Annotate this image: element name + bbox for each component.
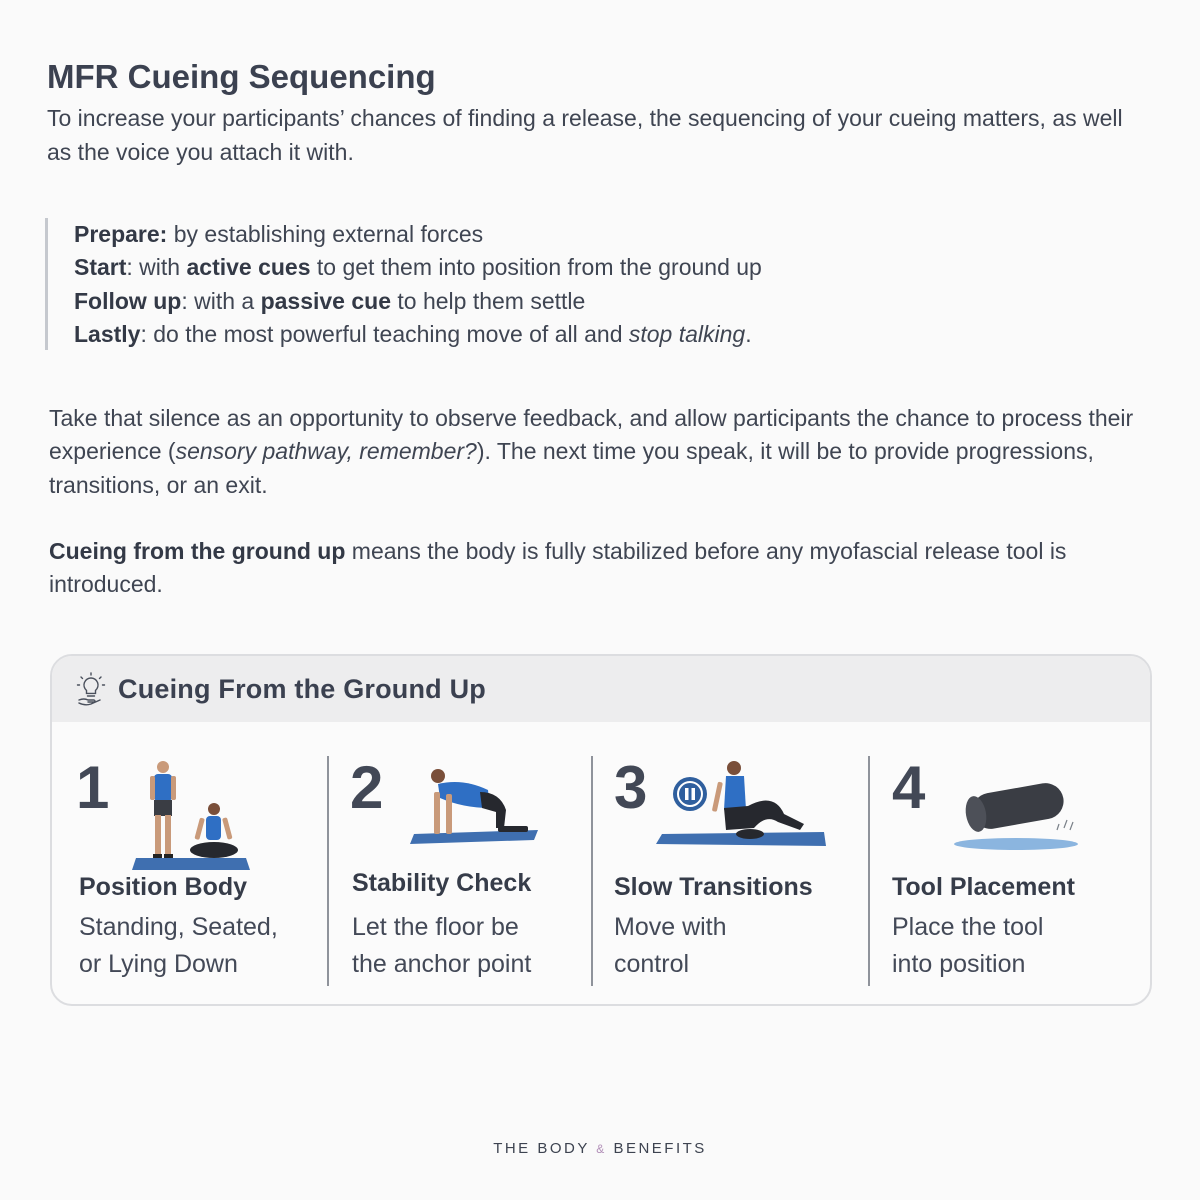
intro-text: To increase your participants’ chances of finding a release, the sequencing of your cueing matters, as well as the voice you attach it with. [47, 105, 1123, 165]
lightbulb-hand-icon [76, 672, 106, 706]
sequence-quote [45, 218, 762, 350]
step-1 [76, 756, 316, 996]
step-label: Slow Transitions [614, 873, 813, 901]
step-2 [350, 756, 590, 996]
foam-roller [952, 776, 1087, 856]
step-number: 3 [614, 754, 648, 821]
brand-footer: THE BODY & BENEFITS [493, 1140, 707, 1157]
sequence-item-prepare: Prepare: by establishing external forces [74, 221, 484, 247]
card-header [52, 656, 1150, 722]
sequence-item-lastly: Lastly: do the most powerful teaching move of all and stop talking. [74, 321, 752, 348]
step-number: 4 [892, 754, 926, 821]
ground-up-card [50, 654, 1152, 1006]
step-divider [591, 756, 593, 986]
step-desc: Let the floor be the anchor point [352, 913, 532, 978]
sequence-item-follow-up: Follow up: with a passive cue to help them settle [74, 287, 586, 314]
step-4 [892, 756, 1132, 996]
quadruped-figure [408, 764, 543, 854]
step-desc: Move with control [614, 913, 727, 978]
step-number: 2 [350, 754, 384, 821]
sequence-item-start: Start: with active cues to get them into position from the ground up [74, 254, 762, 281]
step-label: Tool Placement [892, 873, 1075, 901]
standing-and-seated-figures [128, 758, 253, 870]
step-divider [868, 756, 870, 986]
step-label: Position Body [79, 873, 248, 901]
step-desc: Place the tool into position [892, 913, 1044, 978]
page-title: MFR Cueing Sequencing [47, 58, 436, 95]
silence-paragraph: Take that silence as an opportunity to observe feedback, and allow participants the chance to process their experience (sensory pathway, remember?). The next time you speak, it will be to provide progressions, transitions, or an exit. [49, 405, 1134, 498]
card-title: Cueing From the Ground Up [118, 673, 486, 704]
step-3 [614, 756, 874, 996]
step-divider [327, 756, 329, 986]
step-label: Stability Check [352, 869, 532, 897]
step-desc: Standing, Seated, or Lying Down [79, 913, 278, 978]
seated-twist-figure [654, 758, 839, 853]
ground-up-paragraph: Cueing from the ground up means the body is fully stabilized before any myofascial release tool is introduced. [49, 538, 1067, 598]
step-number: 1 [76, 754, 110, 821]
